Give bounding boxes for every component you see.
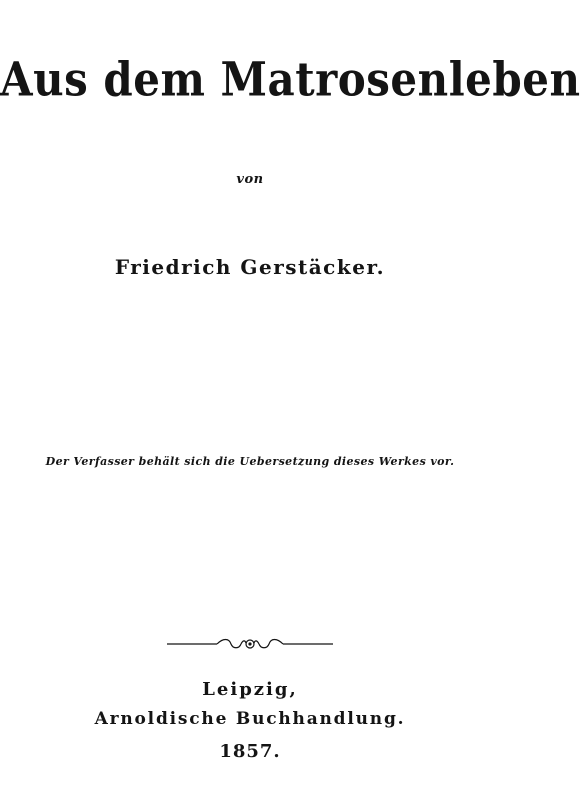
author-name: Friedrich Gerstäcker. — [114, 255, 386, 279]
imprint-year: 1857. — [219, 741, 281, 762]
translation-rights-note: Der Verfasser behält sich die Uebersetzung dieses Werkes vor. — [45, 455, 455, 468]
ornament-divider-icon — [165, 636, 335, 652]
by-word: von — [236, 172, 264, 187]
imprint-place: Leipzig, — [202, 679, 298, 700]
imprint-publisher: Arnoldische Buchhandlung. — [94, 709, 406, 729]
book-title: Aus dem Matrosenleben — [0, 52, 581, 107]
